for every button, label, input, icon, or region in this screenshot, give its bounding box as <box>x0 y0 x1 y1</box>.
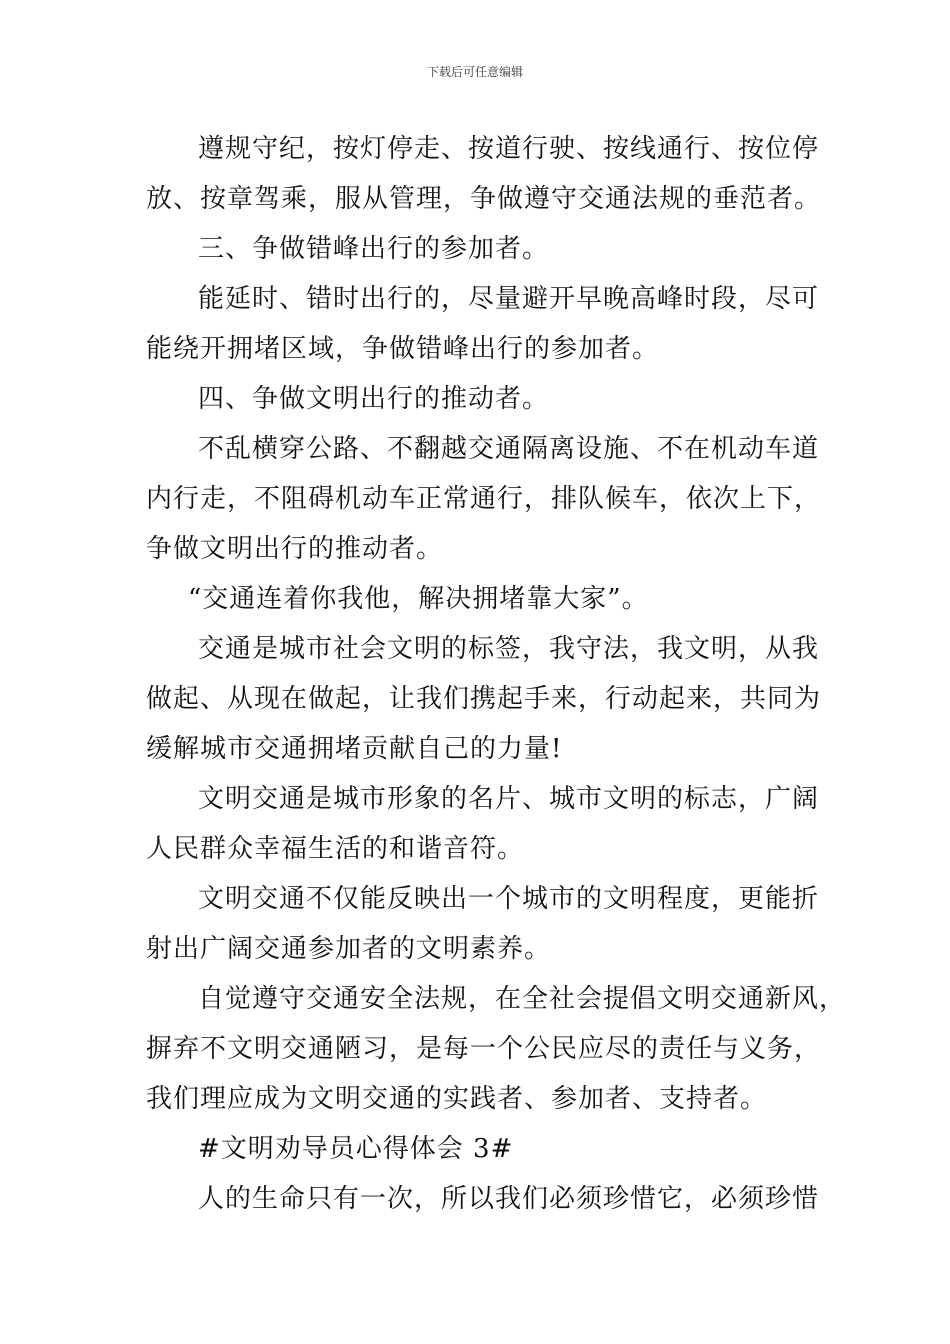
text-line: 文明交通是城市形象的名片、城市文明的标志，广阔 <box>198 784 820 814</box>
section-heading <box>146 374 826 424</box>
text-line: 自觉遵守交通安全法规，在全社会提倡文明交通新风， <box>198 984 847 1014</box>
paragraph <box>146 974 847 1124</box>
text-line: 我们理应成为文明交通的实践者、参加者、支持者。 <box>146 1084 768 1114</box>
text-line: 四、争做文明出行的推动者。 <box>198 384 550 414</box>
page-header: 下载后可任意编辑 <box>426 65 523 79</box>
text-line: 人的生命只有一次，所以我们必须珍惜它，必须珍惜 <box>198 1184 820 1214</box>
paragraph <box>146 424 826 574</box>
paragraph <box>146 274 826 374</box>
text-line: 缓解城市交通拥堵贡献自己的力量! <box>146 734 563 764</box>
text-line: 能延时、错时出行的，尽量避开早晚高峰时段，尽可 <box>198 284 820 314</box>
text-line: 三、争做错峰出行的参加者。 <box>198 234 550 264</box>
text-line: 争做文明出行的推动者。 <box>146 534 444 564</box>
text-line: 交通是城市社会文明的标签，我守法，我文明，从我 <box>198 634 820 664</box>
text-line: “交通连着你我他，解决拥堵靠大家”。 <box>188 584 649 614</box>
quote-paragraph <box>146 574 826 624</box>
text-line: 摒弃不文明交通陋习，是每一个公民应尽的责任与义务， <box>146 1034 822 1064</box>
document-body <box>146 124 847 1224</box>
paragraph <box>146 624 826 774</box>
text-line: 做起、从现在做起，让我们携起手来，行动起来，共同为 <box>146 684 822 714</box>
text-line: #文明劝导员心得体会 3# <box>198 1134 514 1164</box>
text-line: 文明交通不仅能反映出一个城市的文明程度，更能折 <box>198 884 820 914</box>
text-line: 不乱横穿公路、不翻越交通隔离设施、不在机动车道 <box>198 434 820 464</box>
paragraph <box>146 874 826 974</box>
text-line: 射出广阔交通参加者的文明素养。 <box>146 934 552 964</box>
text-line: 遵规守纪，按灯停走、按道行驶、按线通行、按位停 <box>198 134 820 164</box>
section-heading <box>146 224 826 274</box>
paragraph <box>146 774 826 874</box>
text-line: 人民群众幸福生活的和谐音符。 <box>146 834 525 864</box>
text-line: 能绕开拥堵区域，争做错峰出行的参加者。 <box>146 334 660 364</box>
section-title <box>146 1124 826 1174</box>
paragraph <box>146 1174 826 1224</box>
text-line: 内行走，不阻碍机动车正常通行，排队候车，依次上下， <box>146 484 822 514</box>
paragraph <box>146 124 826 224</box>
text-line: 放、按章驾乘，服从管理，争做遵守交通法规的垂范者。 <box>146 184 822 214</box>
